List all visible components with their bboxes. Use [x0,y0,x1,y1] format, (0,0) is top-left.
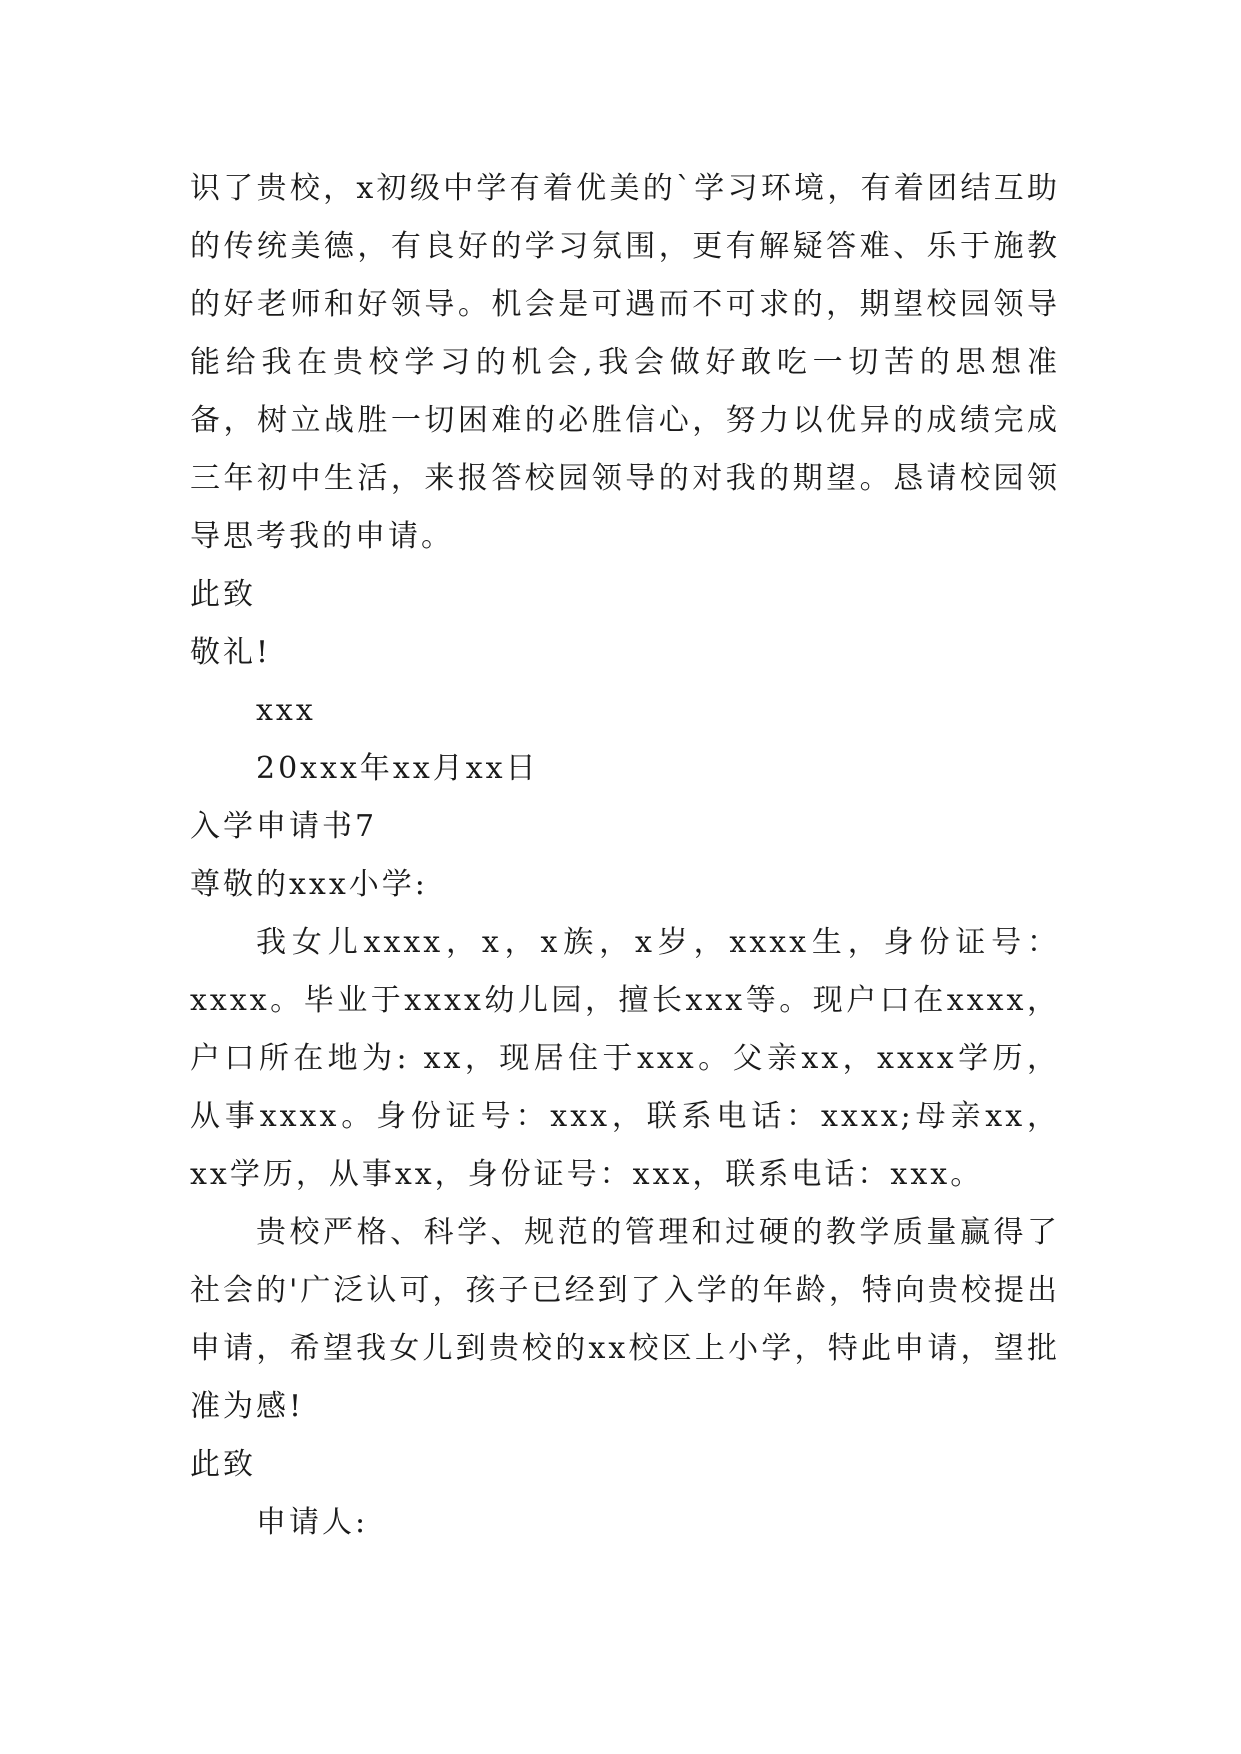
closing-phrase-2: 此致 [190,1447,256,1482]
signer-name: xxx [256,693,316,728]
paragraph-applicant-info: 我女儿xxxx，x，x族，x岁，xxxx生，身份证号：xxxx。毕业于xxxx幼儿园，擅长xxx等。现户口在xxxx，户口所在地为: xx，现居住于xxx。父亲xx，xxxx学历，从事xxxx。身份证号：xxx，联系电话：xxxx;母亲xx，xx学历，从事xx，身份证号：xxx，联系电话：xxx。 [190,925,1060,1192]
addressee: 尊敬的xxx小学: [190,867,428,902]
document-page [190,160,1060,1552]
applicant-label: 申请人: [256,1505,369,1540]
salutation: 敬礼! [190,635,272,670]
letter-date: 20xxx年xx月xx日 [256,751,539,786]
paragraph-continuation: 识了贵校，x初级中学有着优美的`学习环境，有着团结互助的传统美德，有良好的学习氛围，更有解疑答难、乐于施教的好老师和好领导。机会是可遇而不可求的，期望校园领导能给我在贵校学习的机会,我会做好敢吃一切苦的思想准备，树立战胜一切困难的必胜信心，努力以优异的成绩完成三年初中生活，来报答校园领导的对我的期望。恳请校园领导思考我的申请。 [190,171,1060,554]
paragraph-request: 贵校严格、科学、规范的管理和过硬的教学质量赢得了社会的'广泛认可，孩子已经到了入学的年龄，特向贵校提出申请，希望我女儿到贵校的xx校区上小学，特此申请，望批准为感! [190,1215,1060,1424]
closing-phrase: 此致 [190,577,256,612]
section-heading: 入学申请书7 [190,809,378,844]
